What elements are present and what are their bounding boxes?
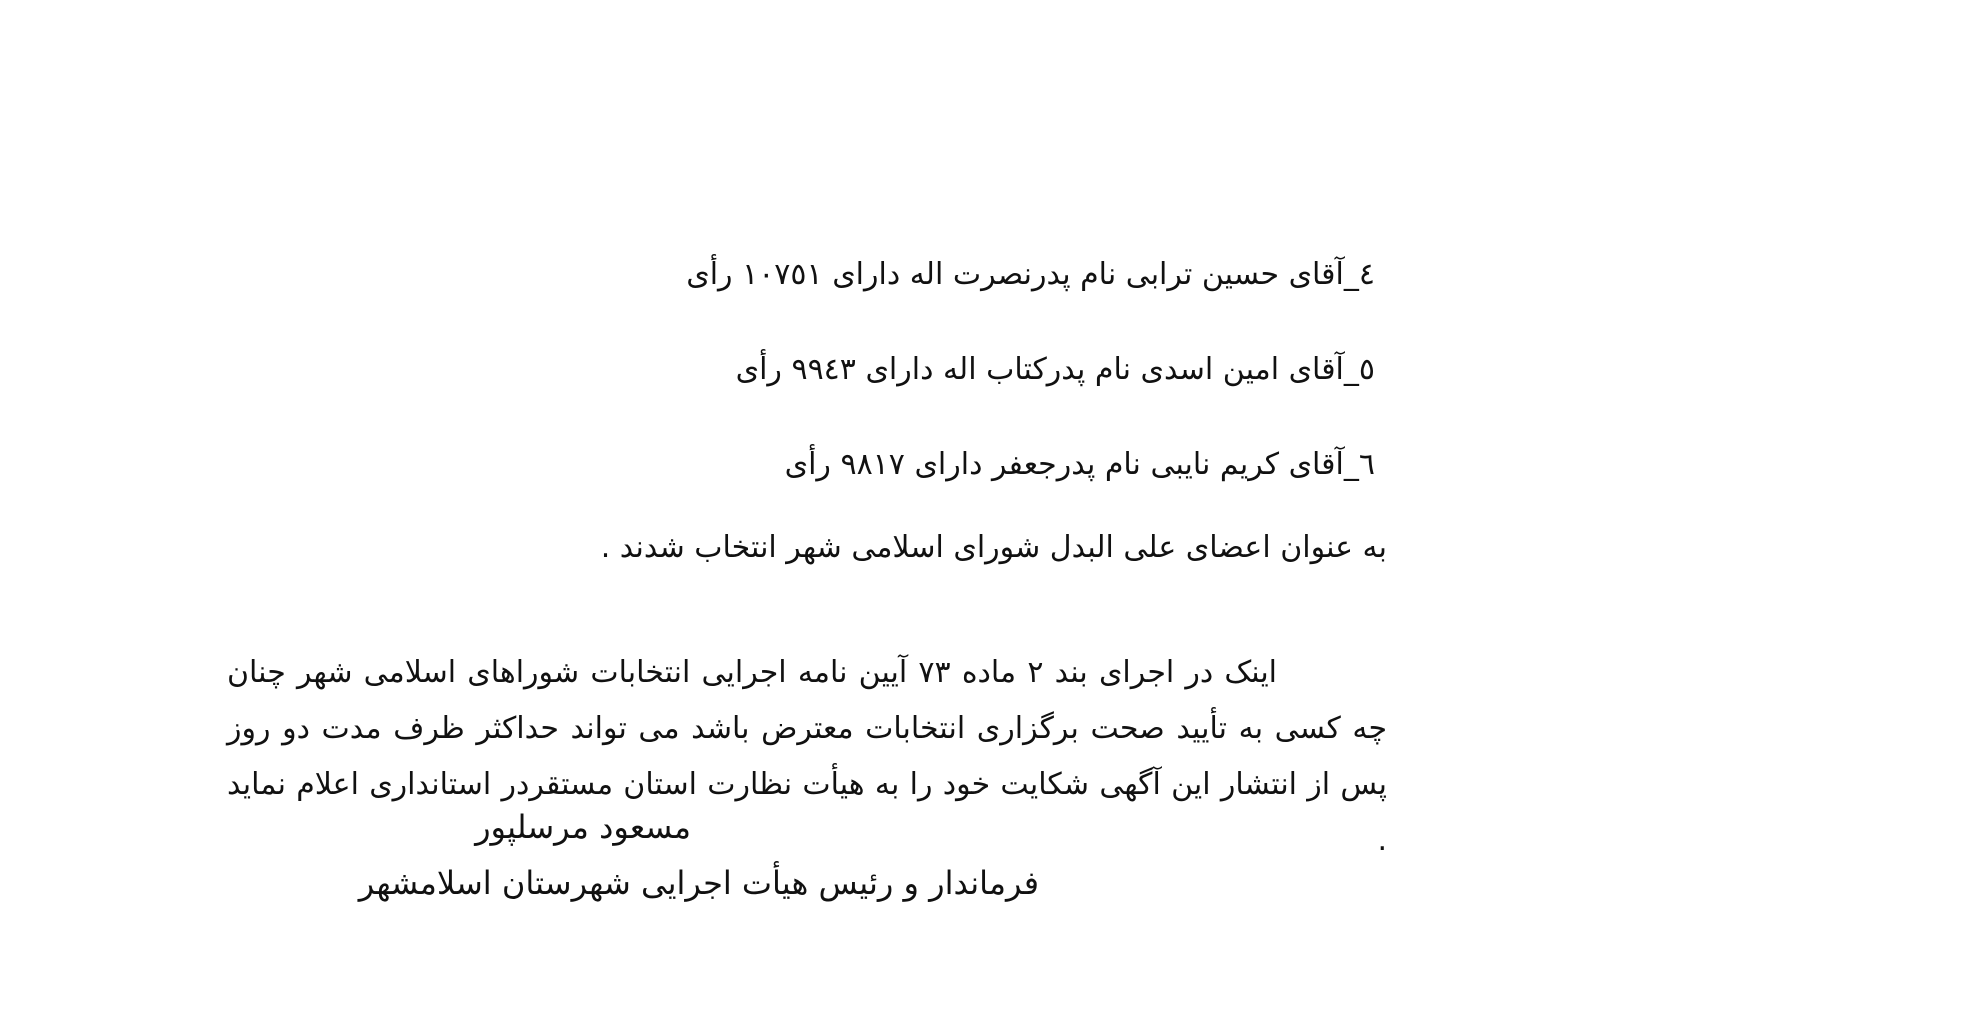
candidate-line-4: ٤_آقای حسین ترابی نام پدرنصرت اله دارای ١٠٧٥١ رأی bbox=[686, 257, 1375, 292]
complaint-notice-paragraph: اینک در اجرای بند ٢ ماده ٧٣ آیین نامه اجرایی انتخابات شوراهای اسلامی شهر چنان چه کسی به تأیید صحت برگزاری انتخابات معترض باشد می تواند حداکثر ظرف مدت دو روز پس از انتشار این آگهی شکایت خود را به هیأت نظارت استان مستقردر استانداری اعلام نماید . bbox=[227, 655, 1387, 858]
election-conclusion: به عنوان اعضای علی البدل شورای اسلامی شهر انتخاب شدند . bbox=[600, 530, 1387, 565]
candidate-line-6: ٦_آقای کریم نایبی نام پدرجعفر دارای ٩٨١٧ رأی bbox=[784, 447, 1375, 482]
signatory-name: مسعود مرسلپور bbox=[475, 808, 691, 846]
candidate-line-5: ٥_آقای امین اسدی نام پدرکتاب اله دارای ٩٩٤٣ رأی bbox=[735, 352, 1375, 387]
signatory-title: فرماندار و رئیس هیأت اجرایی شهرستان اسلامشهر bbox=[358, 864, 1039, 902]
